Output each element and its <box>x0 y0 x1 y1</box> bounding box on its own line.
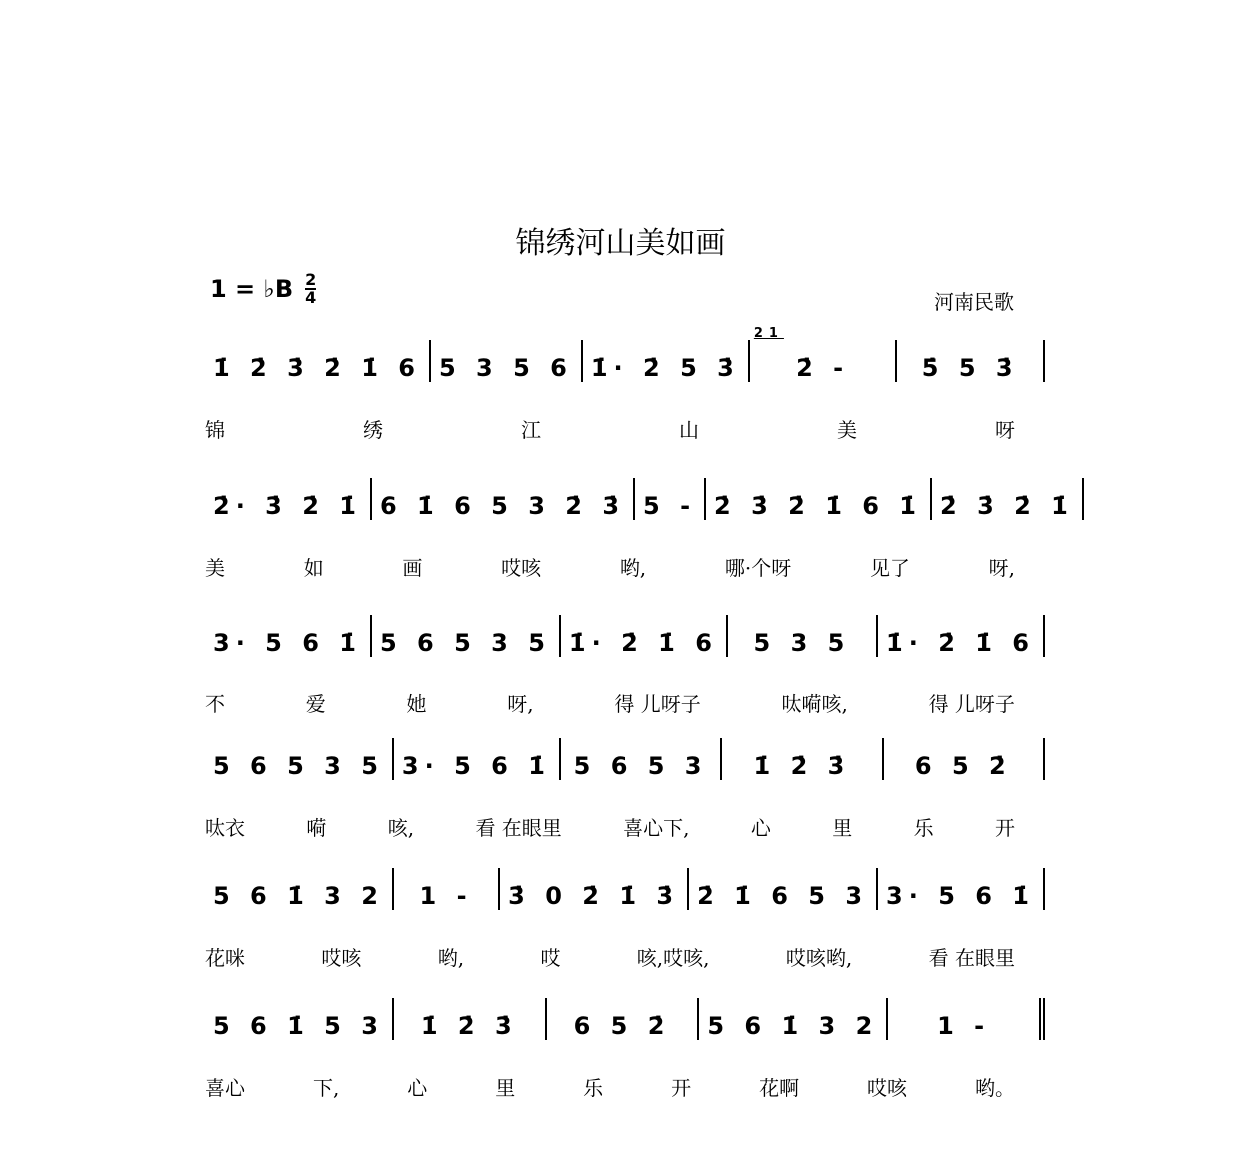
lyric: 下, <box>312 1076 340 1100</box>
lyric: 哎咳 <box>321 946 362 970</box>
measure: 1̇ 2̇ 3̇ <box>722 738 883 780</box>
lyric: 她 <box>406 692 427 716</box>
measure: 3· 5 6 1̇ <box>205 615 372 657</box>
lyric: 花咪 <box>205 946 245 970</box>
measure: 1̇ 2̇ 3̇ 2̇ 1̇ 6 <box>205 340 431 382</box>
lyric: 看 在眼里 <box>475 816 562 840</box>
measure: 1̇· 2̇ 1̇ 6 <box>878 615 1045 657</box>
lyrics-line <box>205 942 1015 971</box>
time-top: 2 <box>305 270 317 289</box>
lyric: 乐 <box>913 816 934 840</box>
staff-line <box>205 607 1045 657</box>
measure: 3· 5 6 1̇ <box>394 738 561 780</box>
lyrics-line <box>205 812 1015 841</box>
lyric: 呀, <box>988 556 1015 580</box>
measure: 3̇ 0 2̇ 1̇ 3̇ <box>500 868 689 910</box>
lyric: 得 儿呀子 <box>928 692 1015 716</box>
lyric: 哎咳 <box>501 556 542 580</box>
lyric: 哟, <box>437 946 465 970</box>
measure: 5̇ 5 3̇ <box>897 340 1045 382</box>
measure: 1 - <box>394 868 500 910</box>
lyric: 心 <box>750 816 771 840</box>
staff-line <box>205 990 1045 1040</box>
song-title: 锦绣河山美如画 <box>515 226 726 261</box>
measure: 5 6 5 3 5 <box>372 615 561 657</box>
staff-line <box>205 470 1074 520</box>
lyric: 哎咳 <box>867 1076 908 1100</box>
lyrics-line <box>205 1072 1015 1101</box>
measure: 5 3 5 6 <box>431 340 583 382</box>
measure: 5 6 5 3 <box>561 738 722 780</box>
time-signature <box>305 272 316 306</box>
lyric: 山 <box>679 418 699 442</box>
lyric: 如 <box>303 556 324 580</box>
measure: 1 - <box>888 998 1045 1040</box>
measure: 5 3 5 <box>728 615 878 657</box>
lyric: 画 <box>402 556 423 580</box>
staff-line <box>205 332 1045 382</box>
lyric: 呀 <box>995 418 1015 442</box>
lyric: 美 <box>837 418 857 442</box>
lyric: 绣 <box>363 418 383 442</box>
measure: 1̇ 2̇ 3̇ <box>394 998 547 1040</box>
lyrics-line <box>205 552 1015 581</box>
staff-line <box>205 860 1045 910</box>
lyric: 呔嗬咳, <box>781 692 848 716</box>
lyric: 乐 <box>583 1076 604 1100</box>
lyrics-line <box>205 688 1015 717</box>
lyric: 呔衣 <box>205 816 245 840</box>
lyric: 呀, <box>507 692 534 716</box>
lyric: 哟。 <box>974 1076 1015 1100</box>
attribution: 河南民歌 <box>934 290 1014 314</box>
lyric: 里 <box>495 1076 516 1100</box>
lyrics-line <box>205 414 1015 443</box>
measure: 6 5 2̇ <box>547 998 700 1040</box>
lyric: 嗬 <box>306 816 327 840</box>
lyric: 开 <box>671 1076 692 1100</box>
lyric: 江 <box>521 418 541 442</box>
lyric: 见了 <box>869 556 910 580</box>
lyric: 哎 <box>540 946 561 970</box>
lyric: 心 <box>407 1076 428 1100</box>
measure: 2̇ 3̇ 2̇ 1̇ <box>932 478 1084 520</box>
measure: 5 6 1̇ 5 3 <box>205 998 394 1040</box>
staff-line <box>205 730 1045 780</box>
measure: 6 1̇ 6 5 3 2̇ 3̇ <box>372 478 635 520</box>
measure: 6 5 2̇ <box>884 738 1045 780</box>
measure: 2̇ 1̇ 6 5 3 <box>689 868 878 910</box>
lyric: 爱 <box>305 692 326 716</box>
measure: 2̇ 3̇ 2̇ 1̇ 6 1̇ <box>706 478 932 520</box>
measure: 3· 5 6 1̇ <box>878 868 1045 910</box>
lyric: 咳, <box>387 816 415 840</box>
measure: 5 6 1̇ 3 2 <box>205 868 394 910</box>
measure: 21 2̇ - <box>750 340 898 382</box>
lyric: 喜心 <box>205 1076 245 1100</box>
time-bottom: 4 <box>305 288 317 307</box>
lyric: 看 在眼里 <box>928 946 1015 970</box>
lyric: 不 <box>205 692 225 716</box>
key-tonic: 1 = ♭B <box>210 275 294 303</box>
lyric: 哟, <box>619 556 647 580</box>
lyric: 花啊 <box>759 1076 800 1100</box>
lyric: 里 <box>832 816 853 840</box>
measure: 2̇· 3̇ 2̇ 1̇ <box>205 478 372 520</box>
lyric: 喜心下, <box>623 816 690 840</box>
key-signature <box>210 272 316 306</box>
lyric: 哪·个呀 <box>724 556 792 580</box>
measure: 5 6 1̇ 3 2 <box>699 998 888 1040</box>
measure: 5 6 5 3 5 <box>205 738 394 780</box>
lyric: 哎咳哟, <box>785 946 853 970</box>
measure: 1̇· 2̇ 5 3̇ <box>583 340 750 382</box>
lyric: 咳,哎咳, <box>636 946 710 970</box>
measure: 1̇· 2̇ 1̇ 6 <box>561 615 728 657</box>
measure: 5 - <box>635 478 706 520</box>
lyric: 美 <box>205 556 225 580</box>
lyric: 得 儿呀子 <box>614 692 701 716</box>
lyric: 锦 <box>205 418 225 442</box>
lyric: 开 <box>994 816 1015 840</box>
